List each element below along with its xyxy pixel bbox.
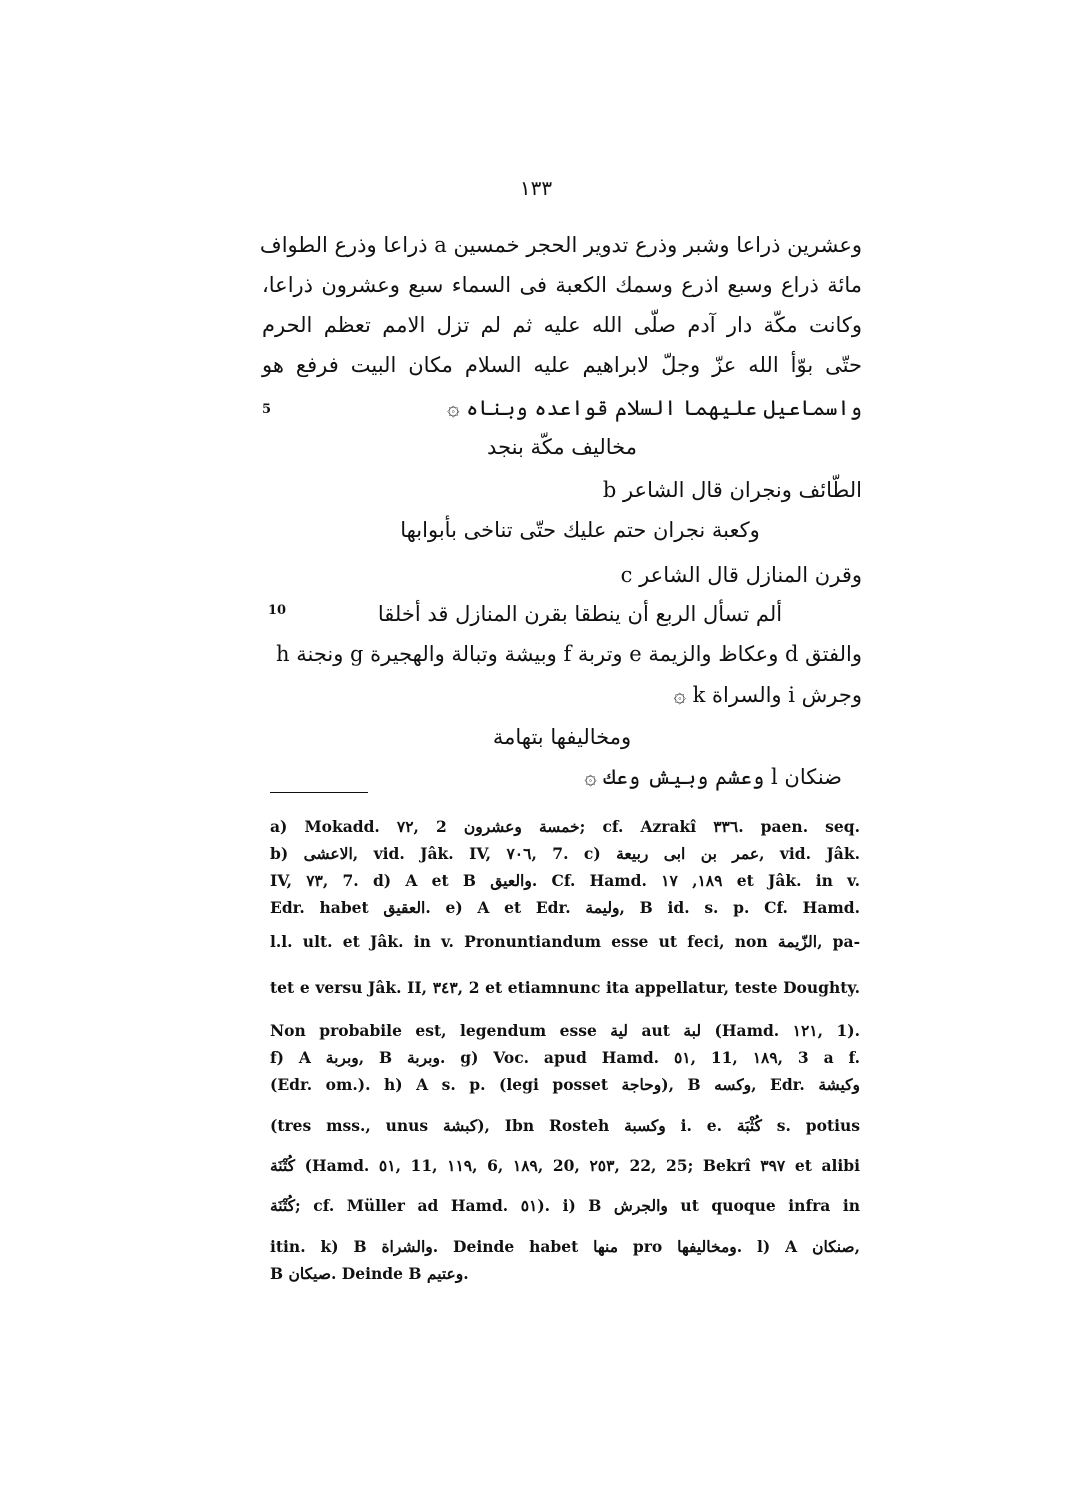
footnote-line: IV, ٧٣, 7. d) A et B والعيق. Cf. Hamd. ١٨٩, ١٧ et Jâk. in v. [270, 871, 860, 890]
footnote-line: كُتْنَة (Hamd. ٥١, 11, ١١٩, 6, ١٨٩, 20, ٢٥٣, 22, 25; Bekrî ٣٩٧ et alibi [270, 1156, 861, 1175]
footnote-separator [270, 792, 368, 793]
verse-line: ألم تسأل الربع أن ينطقا بقرن المنازل قد أخلقا [377, 602, 783, 626]
footnote-line: itin. k) B والشراة. Deinde habet منها pro ومخاليفها. l) A صنكان, [270, 1237, 860, 1256]
verse-line: وكعبة نجران حتم عليك حتّى تناخى بأبوابها [400, 518, 760, 542]
text-line: ضنكان l وعشم وبيش وعك ۞ [584, 765, 842, 789]
text-line: مائة ذراع وسبع اذرع وسمك الكعبة فى السماء سبع وعشرون ذراعا، [262, 273, 862, 297]
text-line: وجرش i والسراة k ۞ [673, 683, 862, 707]
footnote-line: (tres mss., unus كبشة), Ibn Rosteh وكسبة i. e. كُثْبَة s. potius [270, 1116, 860, 1135]
margin-line-number: 10 [268, 603, 287, 618]
text-line: وكانت مكّة دار آدم صلّى الله عليه ثم لم تزل الامم تعظم الحرم [262, 313, 862, 337]
margin-line-number: 5 [262, 402, 272, 417]
section-heading: مخاليف مكّة بنجد [487, 435, 637, 459]
text-line: واسماعيل عليهما السلام قواعده وبناه ۞ [447, 396, 862, 420]
footnote-line: كُتْنَة; cf. Müller ad Hamd. ٥١). i) B والجرش ut quoque infra in [270, 1196, 860, 1215]
footnote-line: l.l. ult. et Jâk. in v. Pronuntiandum esse ut feci, non الزّيمة, pa- [270, 932, 861, 951]
text-line: حتّى بوّأ الله عزّ وجلّ لابراهيم عليه السلام مكان البيت فرفع هو [262, 353, 862, 377]
footnote-line: tet e versu Jâk. II, ٣٤٣, 2 et etiamnunc ita appellatur, teste Doughty. [270, 978, 861, 997]
text-line: والفتق d وعكاظ والزيمة e وتربة f وبيشة وتبالة والهجيرة g ونجنة h [276, 642, 862, 666]
footnote-line: B صيكان. Deinde B وعتيم. [270, 1264, 469, 1283]
footnote-line: (Edr. om.). h) A s. p. (legi posset وحاجة), B وكسه, Edr. وكيشة [270, 1075, 861, 1094]
text-line: وقرن المنازل قال الشاعر c [620, 563, 862, 587]
section-heading: ومخاليفها بتهامة [492, 725, 632, 749]
footnote-line: a) Mokadd. ٧٢, 2 خمسة وعشرون; cf. Azrakî ٣٣٦. paen. seq. [270, 817, 860, 836]
footnote-line: b) الاعشى, vid. Jâk. IV, ٧٠٦, 7. c) عمر بن ابى ربيعة, vid. Jâk. [270, 844, 860, 863]
text-line: وعشرين ذراعا وشبر وذرع تدوير الحجر خمسين a ذراعا وذرع الطواف [259, 233, 862, 257]
page-number: ١٣٣ [519, 176, 553, 200]
footnote-line: f) A وبربة, B وبربة. g) Voc. apud Hamd. ٥١, 11, ١٨٩, 3 a f. [270, 1048, 860, 1067]
footnote-line: Non probabile est, legendum esse لية aut لبة (Hamd. ١٢١, 1). [270, 1021, 861, 1040]
footnote-line: Edr. habet العقيق. e) A et Edr. وليمة, B id. s. p. Cf. Hamd. [270, 898, 860, 917]
text-line: الطّائف ونجران قال الشاعر b [602, 478, 862, 502]
